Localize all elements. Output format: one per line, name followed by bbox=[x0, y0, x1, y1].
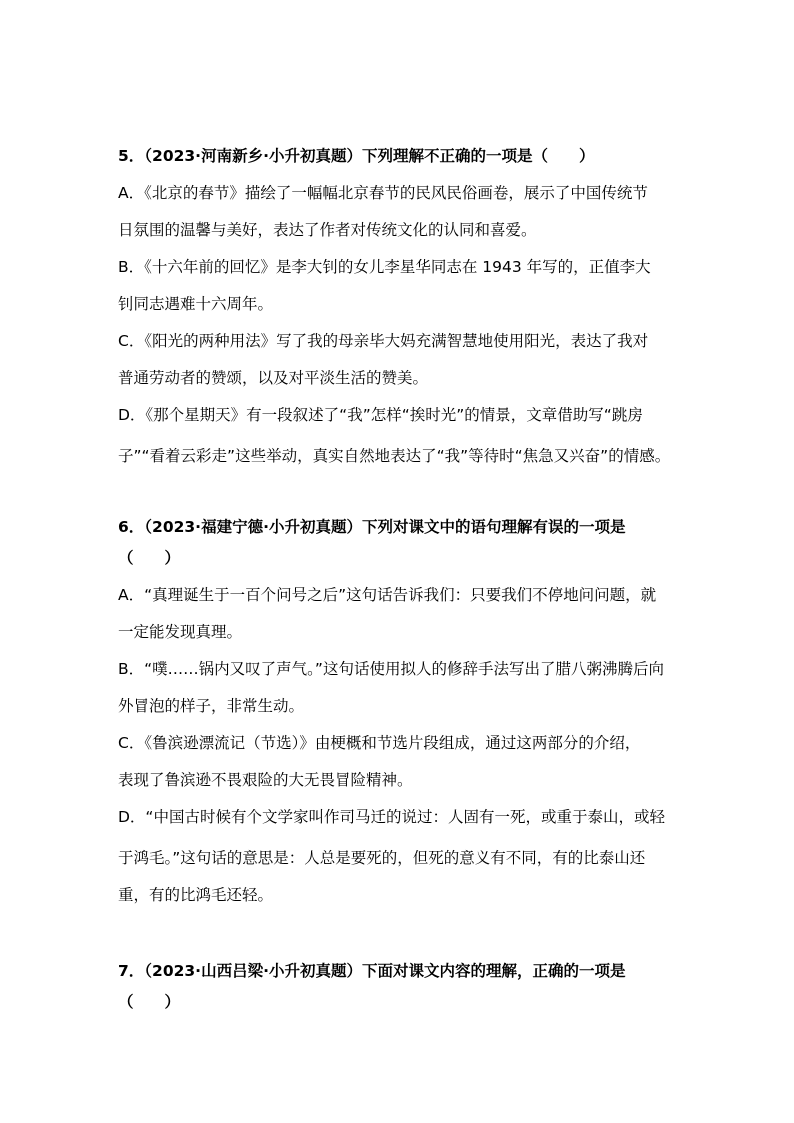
question-6-option-a-line-2: 一定能发现真理。 bbox=[118, 623, 243, 641]
question-6-title-bracket: （ ） bbox=[118, 549, 181, 567]
question-7-title-bracket: （ ） bbox=[118, 993, 181, 1011]
question-5-option-b-line-2: 钊同志遇难十六周年。 bbox=[118, 295, 274, 313]
question-6-option-a-line-1: A．“真理诞生于一百个问号之后”这句话告诉我们：只要我们不停地问问题，就 bbox=[118, 586, 657, 604]
question-6-option-c-line-2: 表现了鲁滨逊不畏艰险的大无畏冒险精神。 bbox=[118, 771, 413, 789]
question-5-option-c-line-2: 普通劳动者的赞颂，以及对平淡生活的赞美。 bbox=[118, 369, 429, 387]
question-6-option-c-line-1: C．《鲁滨逊漂流记（节选）》由梗概和节选片段组成，通过这两部分的介绍， bbox=[118, 734, 641, 752]
question-6-title: 6．（2023·福建宁德·小升初真题）下列对课文中的语句理解有误的一项是 bbox=[118, 518, 626, 536]
question-5-option-a-line-1: A．《北京的春节》描绘了一幅幅北京春节的民风民俗画卷，展示了中国传统节 bbox=[118, 184, 648, 202]
question-7-title: 7．（2023·山西吕梁·小升初真题）下面对课文内容的理解，正确的一项是 bbox=[118, 962, 626, 980]
question-6-option-d-line-2: 于鸿毛。”这句话的意思是：人总是要死的，但死的意义有不同，有的比泰山还 bbox=[118, 849, 646, 867]
question-6-option-b-line-2: 外冒泡的样子，非常生动。 bbox=[118, 697, 305, 715]
question-6-option-d-line-3: 重，有的比鸿毛还轻。 bbox=[118, 886, 274, 904]
question-5-option-d-line-1: D．《那个星期天》有一段叙述了“我”怎样“挨时光”的情景，文章借助写“跳房 bbox=[118, 406, 643, 424]
question-5-title: 5．（2023·河南新乡·小升初真题）下列理解不正确的一项是（ ） bbox=[118, 147, 595, 165]
question-5-option-a-line-2: 日氛围的温馨与美好，表达了作者对传统文化的认同和喜爱。 bbox=[118, 221, 537, 239]
question-6-option-b-line-1: B．“噗……锅内又叹了声气。”这句话使用拟人的修辞手法写出了腊八粥沸腾后向 bbox=[118, 660, 664, 678]
question-5-option-b-line-1: B．《十六年前的回忆》是李大钊的女儿李星华同志在 1943 年写的，正值李大 bbox=[118, 258, 651, 276]
question-5-option-c-line-1: C．《阳光的两种用法》写了我的母亲毕大妈充满智慧地使用阳光，表达了我对 bbox=[118, 332, 649, 350]
question-6-option-d-line-1: D．“中国古时候有个文学家叫作司马迁的说过：人固有一死，或重于泰山，或轻 bbox=[118, 808, 665, 826]
question-5-option-d-line-2: 子”“看着云彩走”这些举动，真实自然地表达了“我”等待时“焦急又兴奋”的情感。 bbox=[118, 447, 671, 465]
